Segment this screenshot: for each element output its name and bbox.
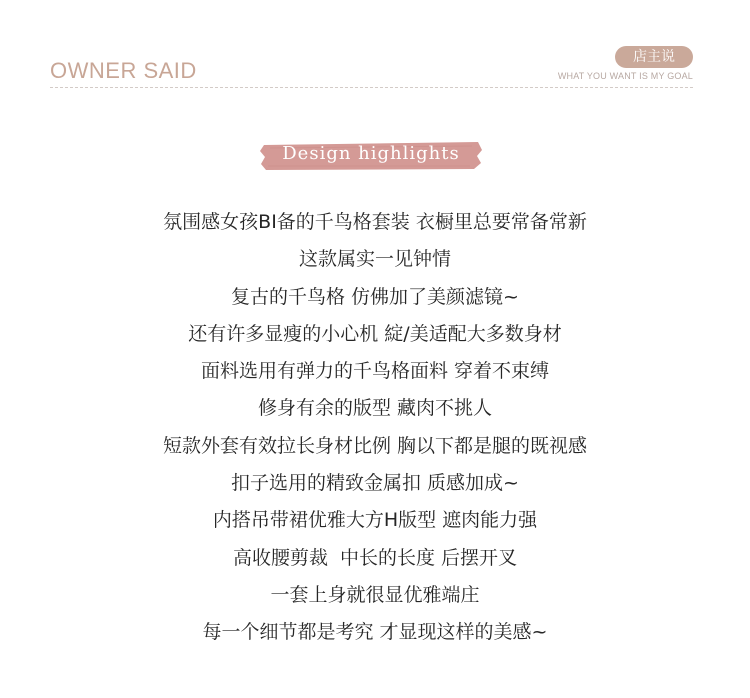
description-line: 还有许多显瘦的小心机 綻/美适配大多数身材 — [188, 322, 562, 345]
description-line: 氛围感女孩BI备的千鸟格套装 衣橱里总要常备常新 — [163, 211, 587, 233]
description-line: 这款属实一见钟情 — [298, 248, 451, 271]
owner-said-header — [50, 44, 693, 88]
design-highlights-badge — [258, 139, 484, 173]
description-line: 扣子选用的精致金属扣 质感加成~ — [231, 472, 519, 495]
description-line: 内搭吊带裙优雅大方H版型 遮肉能力强 — [212, 509, 538, 532]
shop-owner-badge: 店主说 — [615, 46, 693, 68]
description-list — [0, 204, 750, 652]
dotted-divider — [50, 87, 693, 88]
owner-said-title: OWNER SAID — [50, 58, 197, 83]
description-line: 短款外套有效拉长身材比例 胸以下都是腿的既视感 — [162, 434, 588, 457]
description-line: 修身有余的版型 藏肉不挑人 — [257, 397, 493, 420]
design-highlights-label: Design highlights — [282, 143, 460, 164]
description-line: 每一个细节都是考究 才显现这样的美感~ — [202, 621, 548, 644]
description-line: 一套上身就很显优雅端庄 — [270, 583, 480, 606]
description-line: 面料选用有弹力的千鸟格面料 穿着不束缚 — [200, 360, 550, 383]
slogan-text: WHAT YOU WANT IS MY GOAL — [557, 71, 693, 81]
description-line: 复古的千鸟格 仿佛加了美颜滤镜~ — [231, 285, 519, 308]
description-line: 高收腰剪裁 中长的长度 后摆开叉 — [232, 546, 518, 569]
